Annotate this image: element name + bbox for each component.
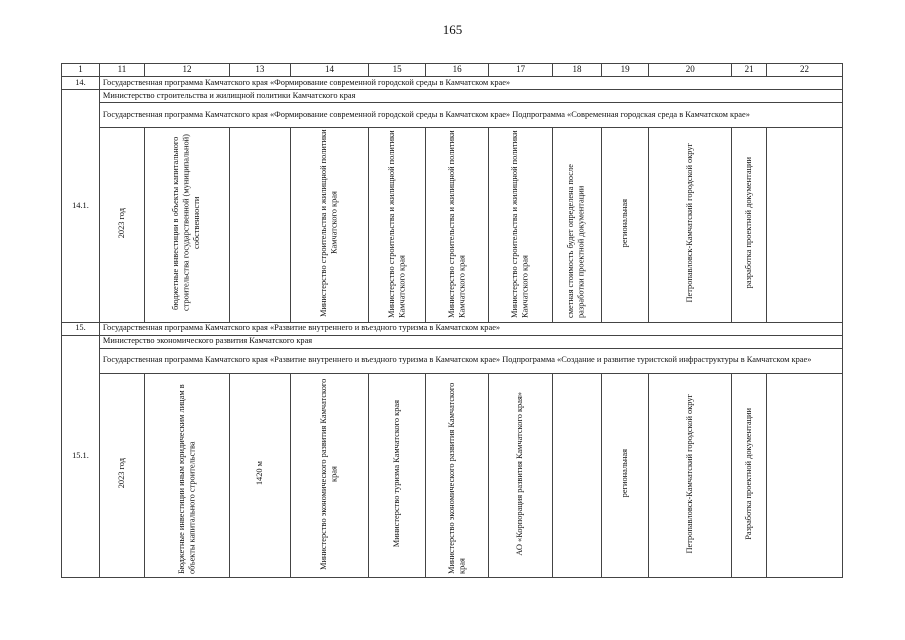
- investment-type-cell: Бюджетные инвестиции иным юридическим лицам в объекты капитального строительства: [176, 383, 197, 574]
- column-header: 15: [369, 64, 425, 77]
- section-15-subprogram-row: [62, 348, 843, 373]
- column-header: 1: [62, 64, 100, 77]
- customer-cell: Министерство экономического развития Камчатского края: [446, 382, 467, 574]
- table-row: [62, 128, 843, 323]
- column-header: 12: [145, 64, 230, 77]
- section-15-ministry-row: [62, 335, 843, 348]
- investment-table: [61, 63, 843, 578]
- ministry-title: Министерство строительства и жилищной политики Камчатского края: [99, 90, 842, 103]
- customer-cell: Министерство строительства и жилищной политики Камчатского края: [446, 130, 467, 318]
- column-header: 20: [649, 64, 732, 77]
- year-cell: 2023 год: [116, 458, 126, 489]
- developer-cell: Министерство строительства и жилищной политики Камчатского края: [510, 130, 530, 318]
- column-header: 13: [230, 64, 290, 77]
- section-14-program-row: [62, 77, 843, 90]
- column-header: 11: [99, 64, 144, 77]
- ministry-title: Министерство экономического развития Камчатского края: [99, 335, 842, 348]
- section-number: 14.: [62, 77, 100, 90]
- section-number: 15.: [62, 322, 100, 335]
- coordinator-cell: Министерство строительства и жилищной политики Камчатского края: [386, 130, 407, 318]
- ownership-level-cell: региональная: [619, 198, 629, 248]
- page-number: 165: [442, 22, 463, 37]
- row-number: 14.1.: [62, 90, 100, 323]
- column-header: 22: [767, 64, 843, 77]
- capacity-cell: 1420 м: [254, 461, 264, 486]
- program-title: Государственная программа Камчатского края «Формирование современной городской среды в Камчатском крае»: [99, 77, 842, 90]
- column-header: 18: [552, 64, 601, 77]
- column-header: 16: [425, 64, 489, 77]
- subprogram-title: Государственная программа Камчатского края «Формирование современной городской среды в Камчатском крае» Подпрограмма «Современная городская среда в Камчатском крае»: [99, 103, 842, 128]
- section-14-subprogram-row: [62, 103, 843, 128]
- year-cell: 2023 год: [116, 207, 126, 239]
- column-header: 21: [732, 64, 767, 77]
- column-header: 17: [489, 64, 553, 77]
- subprogram-title: Государственная программа Камчатского края «Развитие внутреннего и въездного туризма в Камчатском крае» Подпрограмма «Создание и развитие туристской инфраструктуры в Камчатском крае»: [99, 348, 842, 373]
- section-14-ministry-row: [62, 90, 843, 103]
- coordinator-cell: Министерство туризма Камчатского края: [391, 399, 401, 548]
- column-header: 14: [290, 64, 369, 77]
- responsible-executor-cell: Министерство строительства и жилищной политики Камчатского края: [319, 129, 339, 317]
- column-number-row: [62, 64, 843, 77]
- location-cell: Петропавловск-Камчатский городской округ: [684, 393, 694, 554]
- estimated-cost-cell: сметная стоимость будет определена после разработки проектной документации: [566, 164, 586, 318]
- row-number: 15.1.: [62, 335, 100, 578]
- work-type-cell: Разработка проектной документации: [743, 407, 753, 540]
- investment-type-cell: бюджетные инвестиции в объекты капитального строительства государственной (муниципальной) собственности: [171, 134, 202, 312]
- location-cell: Петропавловск-Камчатский городской округ: [684, 143, 694, 303]
- developer-cell: АО «Корпорация развития Камчатского края»: [515, 391, 525, 556]
- table-row: [62, 373, 843, 578]
- column-header: 19: [602, 64, 649, 77]
- section-15-program-row: [62, 322, 843, 335]
- work-type-cell: разработка проектной документации: [743, 157, 753, 289]
- ownership-level-cell: региональная: [619, 449, 629, 498]
- responsible-executor-cell: Министерство экономического развития Камчатского края: [319, 377, 339, 570]
- program-title: Государственная программа Камчатского края «Развитие внутреннего и въездного туризма в Камчатском крае»: [99, 322, 842, 335]
